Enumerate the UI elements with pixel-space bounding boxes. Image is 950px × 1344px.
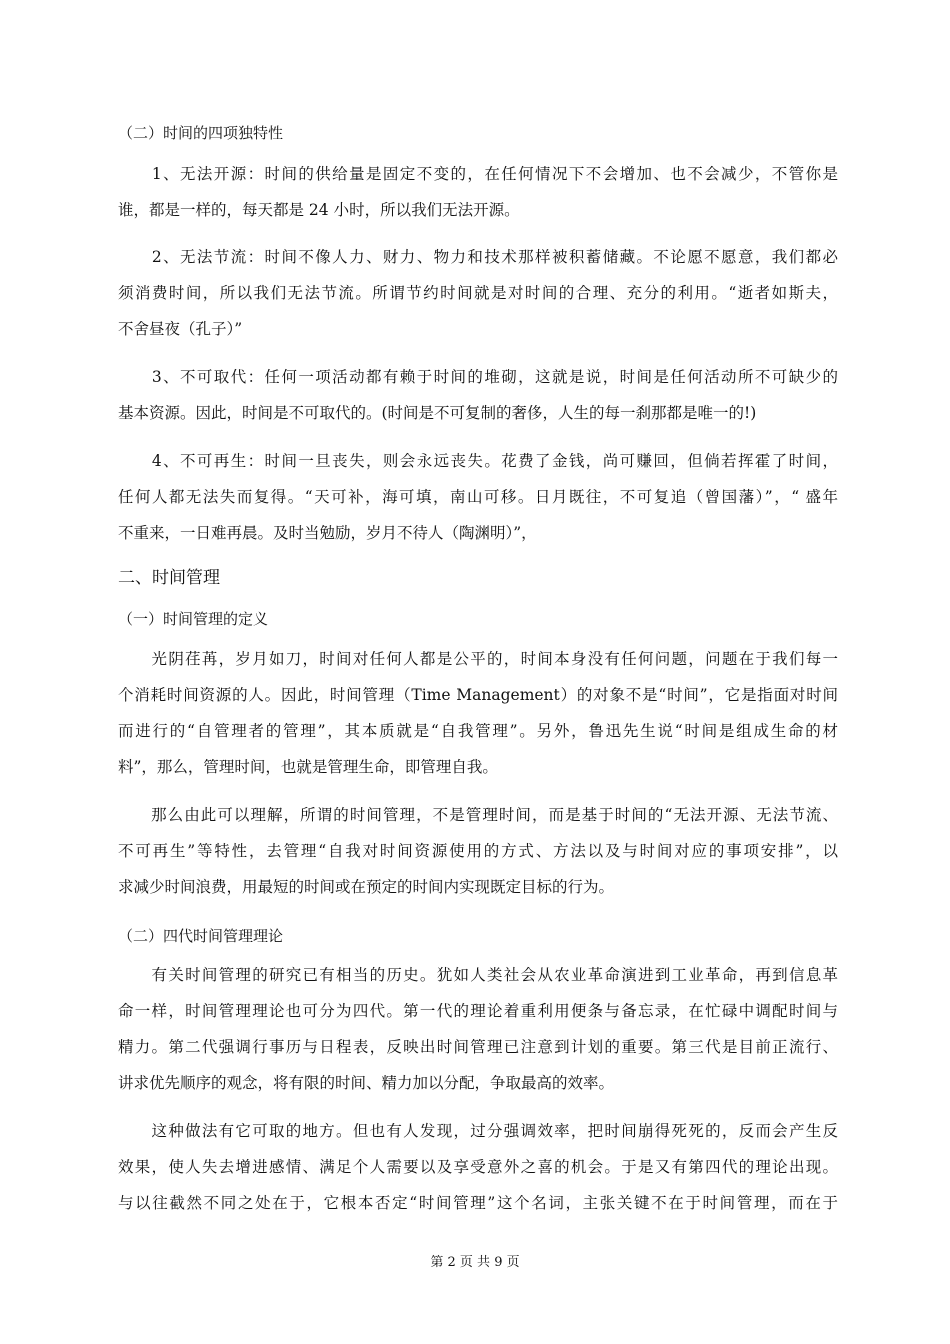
paragraph-line: 不可再生”等特性，去管理“自我对时间资源使用的方式、方法以及与时间对应的事项安排”，以	[118, 842, 838, 860]
paragraph-line: 与以往截然不同之处在于，它根本否定“时间管理”这个名词，主张关键不在于时间管理，而在于	[118, 1194, 838, 1212]
chapter-heading: 二、时间管理	[118, 568, 220, 588]
paragraph-line: 效果，使人失去增进感情、满足个人需要以及享受意外之喜的机会。于是又有第四代的理论出现。	[118, 1158, 838, 1176]
paragraph-line: 2、无法节流：时间不像人力、财力、物力和技术那样被积蓄储藏。不论愿不愿意，我们都必	[118, 248, 838, 266]
paragraph-line: 讲求优先顺序的观念，将有限的时间、精力加以分配，争取最高的效率。	[118, 1074, 615, 1092]
subsection-heading: （二）四代时间管理理论	[118, 927, 284, 945]
paragraph-line: 有关时间管理的研究已有相当的历史。犹如人类社会从农业革命演进到工业革命，再到信息革	[118, 966, 838, 984]
paragraph-line: 基本资源。因此，时间是不可取代的。(时间是不可复制的奢侈，人生的每一刹那都是唯一的!)	[118, 404, 757, 422]
page-footer: 第 2 页 共 9 页	[430, 1255, 520, 1270]
paragraph-line: 3、不可取代：任何一项活动都有赖于时间的堆砌，这就是说，时间是任何活动所不可缺少的	[118, 368, 838, 386]
paragraph-line: 须消费时间，所以我们无法节流。所谓节约时间就是对时间的合理、充分的利用。“逝者如斯夫，	[118, 284, 838, 302]
paragraph-line: 谁，都是一样的，每天都是 24 小时，所以我们无法开源。	[118, 201, 520, 219]
subsection-heading: （一）时间管理的定义	[118, 610, 269, 628]
paragraph-line: 命一样，时间管理理论也可分为四代。第一代的理论着重利用便条与备忘录，在忙碌中调配时间与	[118, 1002, 838, 1020]
paragraph-line: 1、无法开源：时间的供给量是固定不变的，在任何情况下不会增加、也不会减少，不管你是	[118, 165, 838, 183]
paragraph-line: 不舍昼夜（孔子）”	[118, 320, 243, 338]
paragraph-line: 求减少时间浪费，用最短的时间或在预定的时间内实现既定目标的行为。	[118, 878, 615, 896]
paragraph-line: 个消耗时间资源的人。因此，时间管理（Time Management）的对象不是“时间”，它是指面对时间	[118, 686, 838, 704]
paragraph-line: 4、不可再生：时间一旦丧失，则会永远丧失。花费了金钱，尚可赚回，但倘若挥霍了时间，	[118, 452, 838, 470]
paragraph-line: 光阴荏苒，岁月如刀，时间对任何人都是公平的，时间本身没有任何问题，问题在于我们每一	[118, 650, 838, 668]
paragraph-line: 精力。第二代强调行事历与日程表，反映出时间管理已注意到计划的重要。第三代是目前正流行、	[118, 1038, 838, 1056]
paragraph-line: 那么由此可以理解，所谓的时间管理，不是管理时间，而是基于时间的“无法开源、无法节流、	[118, 806, 838, 824]
paragraph-line: 任何人都无法失而复得。“天可补，海可填，南山可移。日月既往，不可复追（曾国藩）”，“ 盛年	[118, 488, 838, 506]
section-heading: （二）时间的四项独特性	[118, 124, 284, 142]
paragraph-line: 料”，那么，管理时间，也就是管理生命，即管理自我。	[118, 758, 498, 776]
paragraph-line: 不重来，一日难再晨。及时当勉励，岁月不待人（陶渊明）”，	[118, 524, 537, 542]
paragraph-line: 这种做法有它可取的地方。但也有人发现，过分强调效率，把时间崩得死死的，反而会产生反	[118, 1122, 838, 1140]
paragraph-line: 而进行的“自管理者的管理”，其本质就是“自我管理”。另外，鲁迅先生说“时间是组成生命的材	[118, 722, 838, 740]
